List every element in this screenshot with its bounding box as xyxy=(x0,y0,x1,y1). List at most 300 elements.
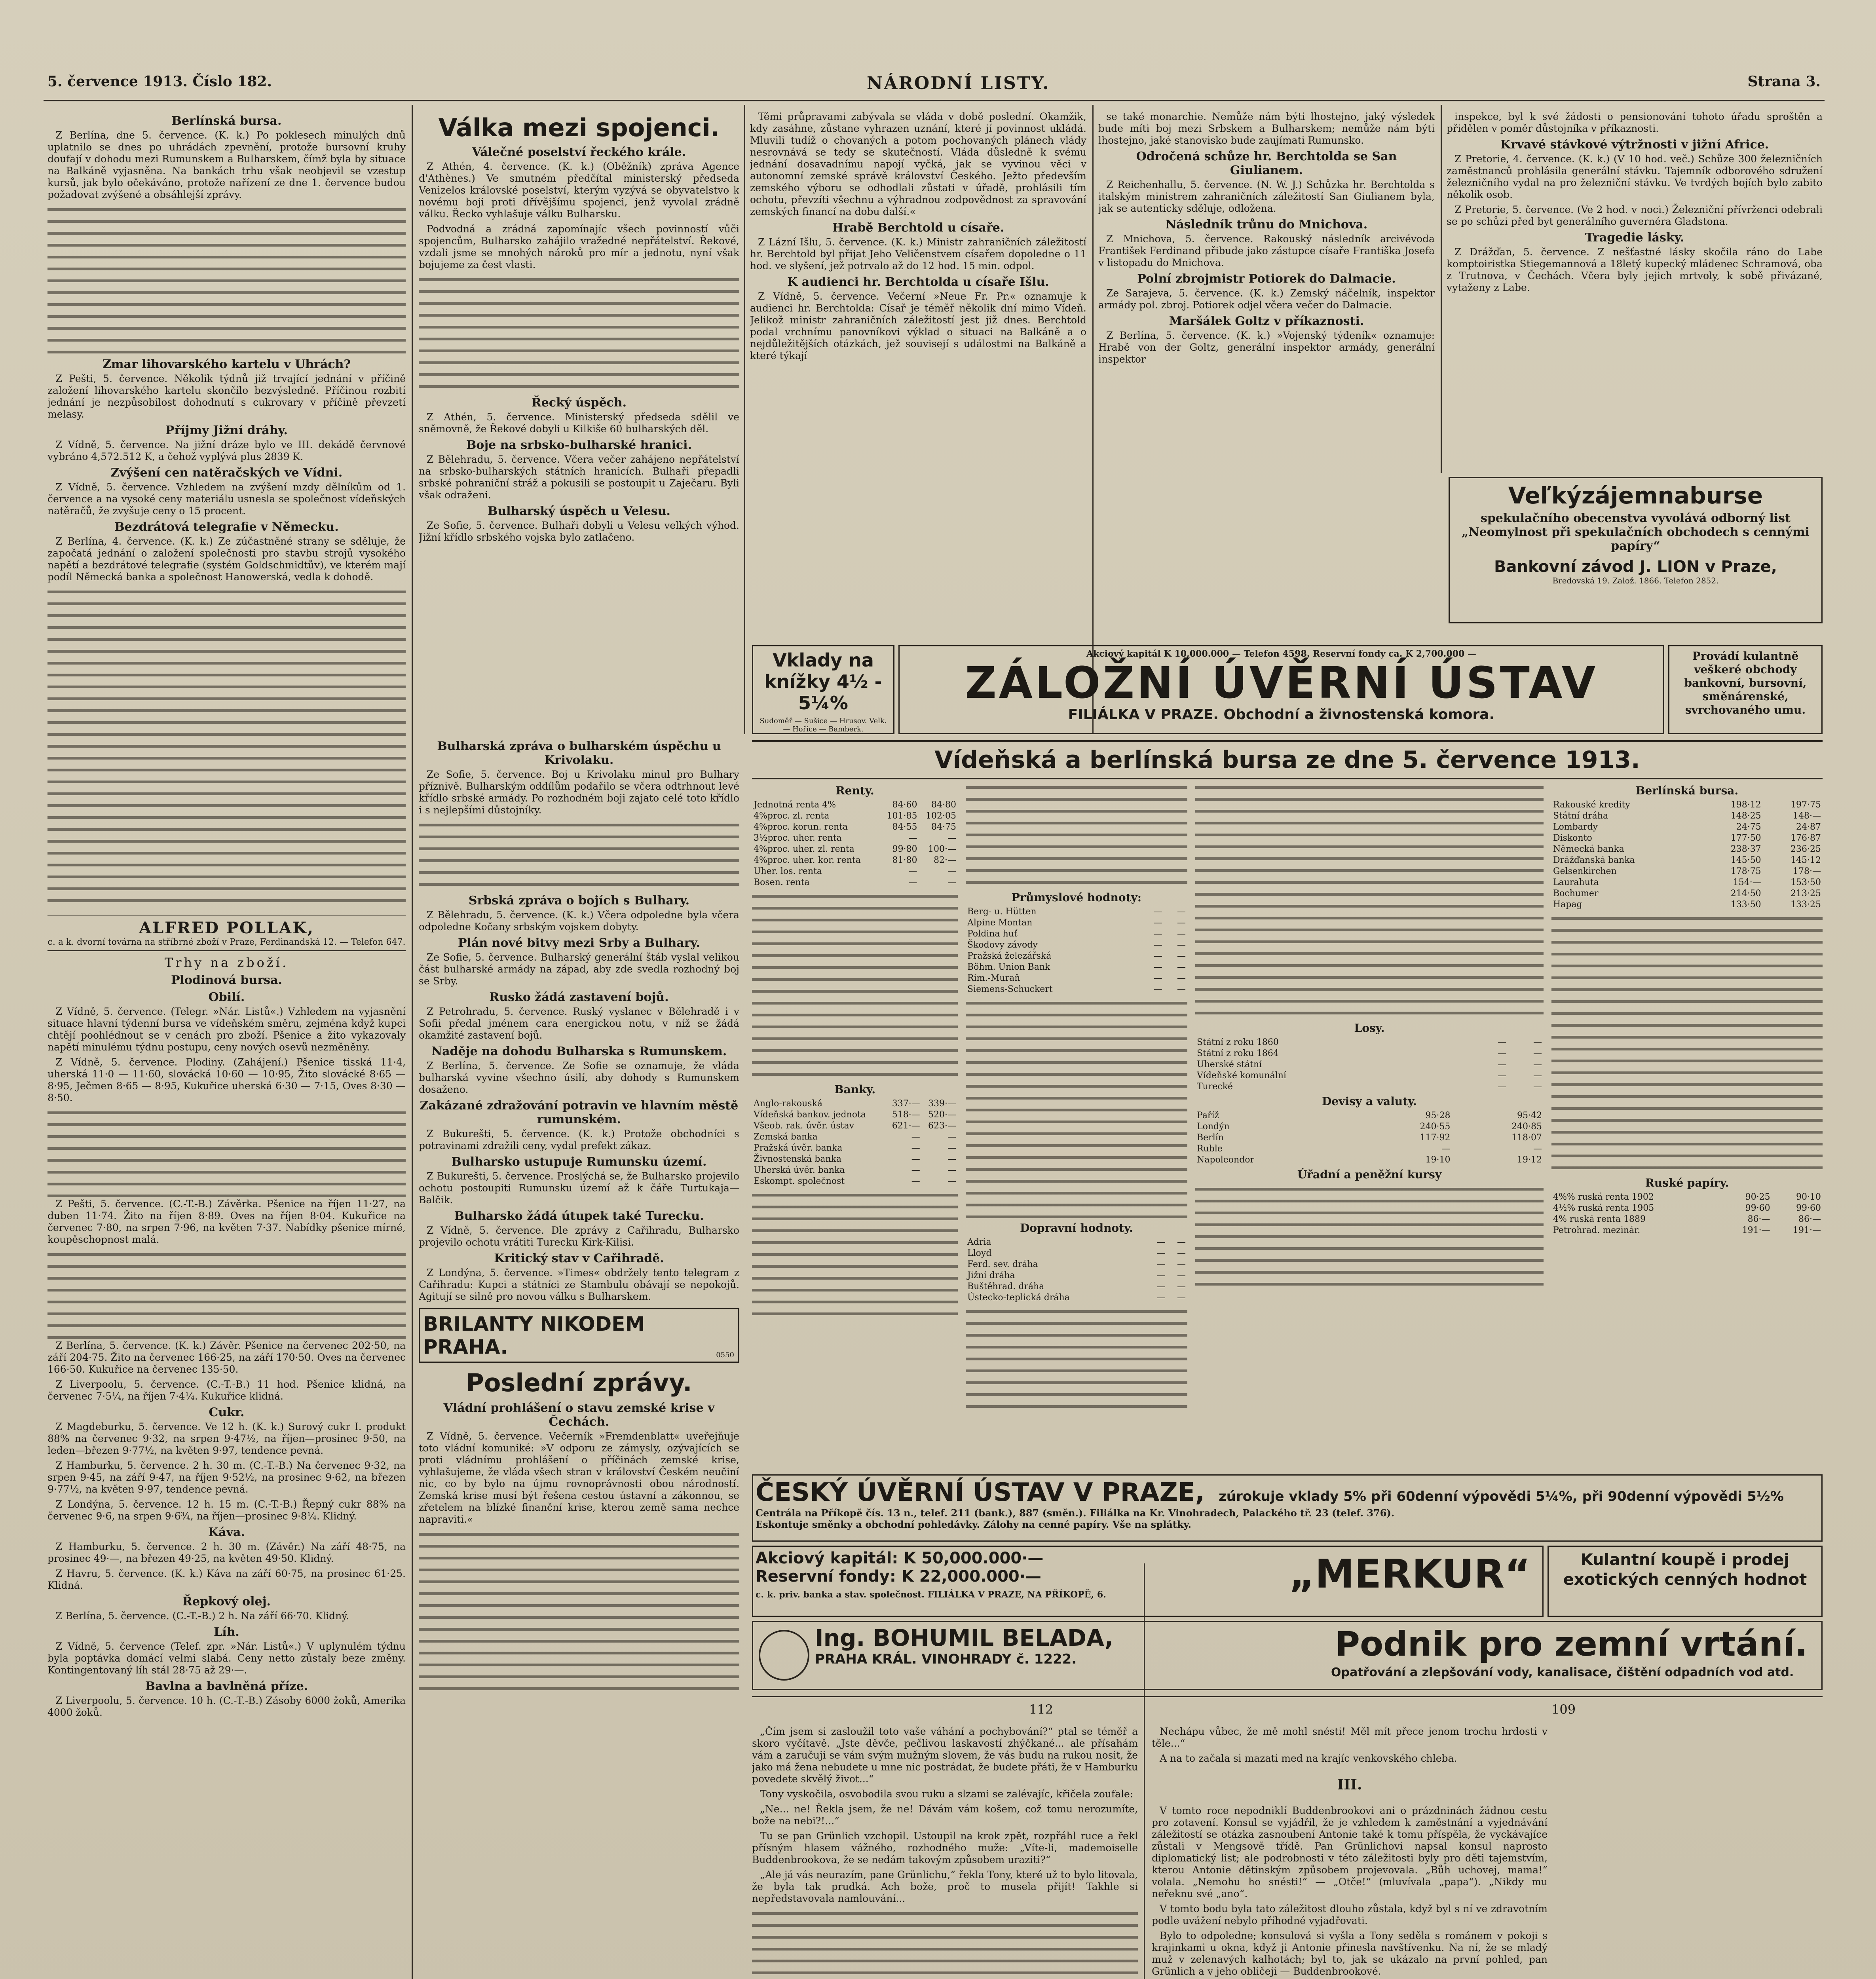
article-text: Z Magdeburku, 5. července. Ve 12 h. (K. k.) Surový cukr I. produkt 88% na červenec 9·32, na srpen 9·47½, na říjen—prosinec 9·50, na leden—březen 9·77½, na květen 9·97, tendence pevná. xyxy=(47,1421,406,1456)
article-text: Z Bělehradu, 5. července. Včera večer zahájeno nepřátelství na srbsko-bulharských státních hranicích. Bulhaři přepadli srbské pohraniční stráž a pokusili se postoupit u Zaječaru. Byli však odraženi. xyxy=(419,454,739,501)
ad-title: Podnik pro zemní vrtání. xyxy=(1335,1624,1808,1664)
quote-value: 82·— xyxy=(934,855,956,865)
heading: Zakázané zdražování potravin ve hlavním městě rumunském. xyxy=(420,1099,739,1126)
quote-value: — xyxy=(1153,962,1162,972)
quote-value: — xyxy=(1498,1048,1507,1058)
ad-number: 0550 xyxy=(716,1351,734,1359)
quote-value: — xyxy=(947,1154,956,1164)
quote-block xyxy=(1195,782,1544,1019)
quote-value: — xyxy=(908,877,917,887)
quote-row xyxy=(752,811,958,822)
text-block xyxy=(752,1908,1138,1979)
security-name: Gelsenkirchen xyxy=(1553,866,1617,876)
article-text: Podvodná a zrádná zapomínajíc všech povinností vůči spojencům, Bulharsko zahájilo vražedné nepřátelství. Řekové, vzdali jsme se mnohých nároků pro mír a jednotu, nyní však bojujeme za čest vlasti. xyxy=(419,223,739,270)
quote-value: 19·12 xyxy=(1517,1155,1542,1165)
quote-row xyxy=(1551,1192,1823,1203)
article-text: Z Drážďan, 5. července. Z nešťastné lásky skočila ráno do Labe komptoiristka Stiegemannová a 18letý kupecký mládenec Schramová, oba z Trutnova, v Čechách. Včera byly jejich mrtvoly, k sobě přivázané, vytaženy z Labe. xyxy=(1447,246,1823,293)
subheading: Řepkový olej. xyxy=(182,1595,271,1609)
quote-value: — xyxy=(947,1132,956,1142)
article-text: Z Pretorie, 5. července. (Ve 2 hod. v noci.) Železniční přívrženci odebrali se po schůzi před byt generálního guvernéra Gladstona. xyxy=(1447,204,1823,227)
ad-bank: Bankovní závod J. LION v Praze, xyxy=(1494,558,1777,576)
security-name: Turecké xyxy=(1197,1082,1233,1092)
security-name: Ústecko-teplická dráha xyxy=(967,1293,1070,1303)
quote-value: 84·60 xyxy=(892,800,917,810)
article-text: Z Petrohradu, 5. července. Ruský vyslanec v Bělehradě i v Sofii předal jménem cara energickou notu, v níž se žádá okamžité zastavení bojů. xyxy=(419,1006,739,1041)
quote-value: 145·12 xyxy=(1791,855,1821,865)
rule xyxy=(752,1696,1823,1697)
quote-value: — xyxy=(1498,1071,1507,1081)
ad-title: „MERKUR“ xyxy=(1289,1551,1530,1597)
security-name: Poldina huť xyxy=(967,929,1018,939)
quote-value: — xyxy=(1498,1037,1507,1047)
novel-col-left xyxy=(752,1726,1138,1979)
quote-value: 84·80 xyxy=(931,800,956,810)
article-text: Z Pretorie, 4. července. (K. k.) (V 10 hod. več.) Schůze 300 železničních zaměstnanců prohlásila generální stávku. Tajemník odborového sdružení železničního vydal na pro železniční stávku. Ve tvrdých bojích bylo zabito několik osob. xyxy=(1447,153,1823,200)
quote-row xyxy=(1551,833,1823,844)
quote-value: 176·87 xyxy=(1791,833,1821,843)
brilanty-ad xyxy=(419,1308,739,1363)
quote-row xyxy=(752,855,958,866)
ad-text: c. a k. dvorní továrna na stříbrné zboží v Praze, Ferdinandská 12. — Telefon 647. xyxy=(47,937,406,947)
quote-value: 518·— xyxy=(892,1110,920,1120)
quote-value: 191·— xyxy=(1793,1225,1821,1235)
article-text: Z Berlína, 4. července. (K. k.) Ze zúčastněné strany se sděluje, že započatá jednání o založení společnosti pro stavbu strojů vysokého napětí a bezdrátové telegrafie (systém Goldschmidtův), ve kterém mají podíl Německá banka a společnost Hanowerská, vedla k dohodě. xyxy=(47,536,406,583)
subheading: Bavlna a bavlněná příze. xyxy=(145,1679,308,1693)
column-rule xyxy=(1092,105,1094,734)
article-text: Ze Sofie, 5. července. Bulhaři dobyli u Velesu velkých výhod. Jižní křídlo srbského vojska bylo zatlačeno. xyxy=(419,520,739,543)
quote-value: 99·80 xyxy=(892,844,917,854)
ad-title: Vklady na knížky 4½ - 5¼% xyxy=(764,650,882,714)
quote-row xyxy=(966,984,1187,995)
column-rule xyxy=(744,105,745,734)
novel-text: Bylo to odpoledne; konsulová si vyšla a Tony seděla s románem v pokoji s krajinkami u okna, když ji Antonie přinesla navštívenku. Na ní, že se mladý muž v zelenavých kalhotách; byl to, jak se ukázalo na první pohled, pan Grünlich a v jeho obličeji — Buddenbrookové. xyxy=(1152,1930,1548,1977)
quote-row xyxy=(966,917,1187,929)
column-war-top xyxy=(419,111,739,732)
security-name: Londýn xyxy=(1197,1122,1230,1132)
security-name: Lloyd xyxy=(967,1248,992,1258)
subheading: Káva. xyxy=(208,1525,245,1539)
ad-text: Sudoměř — Sušice — Hrusov. Velk. — Hořice — Bamberk. xyxy=(760,717,887,733)
security-name: Rim.-Muraň xyxy=(967,973,1020,983)
quote-value: 100·— xyxy=(928,844,956,854)
section-heading: Berlínská bursa. xyxy=(1635,784,1739,797)
quote-value: 99·60 xyxy=(1796,1203,1821,1213)
novel-page-number: 112 xyxy=(1029,1702,1054,1717)
security-name: Bosen. renta xyxy=(754,877,810,887)
article-text: Z Vídně, 5. července. Na jižní dráze bylo ve III. dekádě červnové vybráno 4,572.512 K, a čehož vyplývá plus 2839 K. xyxy=(47,439,406,462)
quote-row xyxy=(1195,1059,1544,1070)
quote-row xyxy=(752,833,958,844)
heading: Rusko žádá zastavení bojů. xyxy=(489,990,669,1004)
security-name: Ruble xyxy=(1197,1144,1223,1154)
quote-row xyxy=(1195,1132,1544,1143)
security-name: Lombardy xyxy=(1553,822,1598,832)
article-text: Z Londýna, 5. července. »Times« obdržely tento telegram z Cařihradu: Kupci a státníci ze Stambulu obávají se nepokojů. Agitují se silně pro novou válku s Bulharskem. xyxy=(419,1267,739,1302)
security-name: Diskonto xyxy=(1553,833,1592,843)
section-heading: Ruské papíry. xyxy=(1645,1176,1729,1189)
quote-value: — xyxy=(1177,1293,1186,1303)
article-text: Z Havru, 5. července. (K. k.) Káva na září 60·75, na prosinec 61·25. Klidná. xyxy=(47,1568,406,1591)
security-name: Berlín xyxy=(1197,1133,1224,1143)
ad-name: Ing. BOHUMIL BELADA, xyxy=(815,1624,1114,1651)
quote-value: — xyxy=(1153,929,1162,939)
chapter-number: III. xyxy=(1337,1776,1362,1793)
security-name: Uherská úvěr. banka xyxy=(754,1165,845,1175)
quote-value: — xyxy=(1441,1144,1451,1154)
security-name: Alpine Montan xyxy=(967,918,1033,928)
security-name: Berg- u. Hütten xyxy=(967,907,1037,917)
quote-value: 84·55 xyxy=(892,822,917,832)
quote-row xyxy=(752,1109,958,1121)
article-text: Z Vídně, 5. července. Plodiny. (Zahájení.) Pšenice tisská 11·4, uherská 11·0 — 11·60, slovácká 10·60 — 10·95, Žito slovácké 8·65 — 8·95, Ječmen 8·65 — 8·95, Kukuřice uherská 6·30 — 7·15, Oves 8·30 — 8·50. xyxy=(47,1056,406,1103)
quote-row xyxy=(966,929,1187,940)
quote-row xyxy=(1195,1070,1544,1081)
heading: Plán nové bitvy mezi Srby a Bulhary. xyxy=(458,936,700,950)
ad-reserve: Reservní fondy: K 22,000.000·— xyxy=(756,1567,1041,1586)
quote-value: 178·— xyxy=(1793,866,1821,876)
quote-value: — xyxy=(1533,1060,1542,1069)
security-name: Pražská úvěr. banka xyxy=(754,1143,843,1153)
ad-meta: Akciový kapitál K 10,000.000 — Telefon 4598. Reservní fondy ca. K 2,700.000 — xyxy=(1086,649,1476,659)
quote-row xyxy=(752,1132,958,1143)
section-heading: Úřadní a peněžní kursy xyxy=(1297,1168,1442,1181)
article-text: Těmi průpravami zabývala se vláda v době poslední. Okamžik, kdy zasáhne, zůstane vyhrazen uznání, které jí povinnost ukládá. Mluvili tudíž o chovaných a potom pochovaných plánech vlády nesrovnává se tedy se skutečností. Vláda důsledně k svému jednání dosavadnímu napojí vyčká, jak se vyvinou věci v autonomní zemské správě království Českého. Ježto především zemského výboru se odhodlali zůstati v úřadě, prohlásili tím ochotu, převzíti všechnu a výhradnou zodpovědnost za spravování zemských financí na dobu další.« xyxy=(750,111,1086,217)
security-name: 4%proc. zl. renta xyxy=(754,811,830,821)
article-text: Z Liverpoolu, 5. července. (C.-T.-B.) 11 hod. Pšenice klidná, na červenec 7·5¼, na říjen 7·4¼. Kukuřice klidná. xyxy=(47,1379,406,1402)
ad-title: ČESKÝ ÚVĚRNÍ ÚSTAV V PRAZE, xyxy=(756,1478,1205,1507)
column-foreign xyxy=(1447,111,1823,475)
masthead: NÁRODNÍ LISTY. xyxy=(867,73,1050,93)
lottery-table xyxy=(1195,1037,1544,1092)
quote-value: — xyxy=(1153,951,1162,961)
rule xyxy=(752,740,1823,742)
article-text: Z Vídně, 5. července. Večerní »Neue Fr. Pr.« oznamuje k audienci hr. Berchtolda: Císař je téměř několik dní mimo Vídeň. Jelikož ministr zahraničních záležitostí jest již dnes. Berchtold podal vrchnímu panovníkovi výklad o situaci na Balkáně a o nejdůležitějších otázkách, jež souvisejí s událostmi na Balkáně a které týkají xyxy=(750,291,1086,361)
quote-value: 118·07 xyxy=(1511,1133,1542,1143)
article-text: Z Bělehradu, 5. července. (K. k.) Včera odpoledne byla včera odpoledne Kočany srbským vojskem dobyty. xyxy=(419,909,739,933)
novel-text: „Čím jsem si zasloužil toto vaše váhání a pochybování?“ ptal se téměř a skoro vyčítavě. „Jste děvče, pečlivou laskavostí zhýčkané... ale přísahám vám a zaručuji se vám svým mužným slovem, že vás budu na rukou nosit, že jako má žena nebudete u mne nic postrádat, že budete přáti, že v Hamburku povedete skvělý život...“ xyxy=(752,1726,1138,1785)
quote-value: — xyxy=(1177,1282,1186,1291)
quote-row xyxy=(966,1259,1187,1270)
security-name: Státní z roku 1864 xyxy=(1197,1048,1279,1058)
quote-value: — xyxy=(947,1176,956,1186)
quote-row xyxy=(1551,877,1823,888)
security-name: Laurahuta xyxy=(1553,877,1599,887)
quote-row xyxy=(752,866,958,877)
section-heading: Devisy a valuty. xyxy=(1322,1095,1417,1108)
quote-value: 84·75 xyxy=(931,822,956,832)
quote-value: — xyxy=(1177,962,1186,972)
article-text: Z Berlína, dne 5. července. (K. k.) Po poklesech minulých dnů uplatnilo se dnes po uhrádách zpevnění, protože bursovní kruhy doufají v dohodu mezi Rumunskem a Bulharskem, čímž byla by situace na Balkáně vyjasněna. Na bankách trhu však neobjevil se vzestup kursů, jak bylo očekáváno, protože nařízení ze dne 1. července budou požadovat zvýšené a obsáhlejší zprávy. xyxy=(47,129,406,200)
column-markets xyxy=(47,111,406,1979)
quote-value: 19·10 xyxy=(1425,1155,1451,1165)
quote-value: 178·75 xyxy=(1730,866,1761,876)
ad-text: c. k. priv. banka a stav. společnost. FILIÁLKA V PRAZE, NA PŘÍKOPĚ, 6. xyxy=(756,1590,1106,1600)
page-number: Strana 3. xyxy=(1747,73,1821,90)
text-block xyxy=(419,274,739,393)
quote-value: 623·— xyxy=(928,1121,956,1131)
article-text: Z Mnichova, 5. července. Rakouský následník arcivévoda František Ferdinand přibude jako zástupce císaře Františka Josefa v listopadu do Mnichova. xyxy=(1098,233,1435,268)
quote-value: — xyxy=(1156,1237,1166,1247)
heading: Srbská zpráva o bojích s Bulhary. xyxy=(468,894,690,908)
exotic-securities-ad xyxy=(1548,1546,1823,1617)
column-news xyxy=(1098,111,1435,728)
quote-value: 240·55 xyxy=(1420,1122,1451,1132)
heading: Bulharsko žádá útupek také Turecku. xyxy=(454,1209,704,1223)
russian-table xyxy=(1551,1192,1823,1236)
quote-row xyxy=(1195,1110,1544,1121)
heading: Berlínská bursa. xyxy=(171,114,282,128)
quote-value: — xyxy=(947,1165,956,1175)
quote-value: — xyxy=(1177,940,1186,950)
security-name: Uher. los. renta xyxy=(754,866,822,876)
ad-text: Eskontuje směnky a obchodní pohledávky. Zálohy na cenné papíry. Vše na splátky. xyxy=(756,1519,1192,1530)
article-text: Ze Sarajeva, 5. července. (K. k.) Zemský náčelník, inspektor armády pol. zbroj. Potiorek odjel včera večer do Dalmacie. xyxy=(1098,287,1435,311)
security-name: Adria xyxy=(967,1237,991,1247)
article-text: Z Bukurešti, 5. července. Proslýchá se, že Bulharsko projevilo ochotu postoupiti Rumunsku území až k čáře Turtukaja—Balčik. xyxy=(419,1170,739,1206)
heading: Krvavé stávkové výtržnosti v jižní Africe. xyxy=(1500,138,1769,152)
quote-value: 337·— xyxy=(892,1099,920,1109)
quote-value: — xyxy=(1533,1048,1542,1058)
heading: Polní zbrojmistr Potiorek do Dalmacie. xyxy=(1137,272,1396,286)
quote-block xyxy=(1195,1183,1544,1294)
ad-text: FILIÁLKA V PRAZE. Obchodní a živnostenská komora. xyxy=(1068,707,1495,723)
security-name: Siemens-Schuckert xyxy=(967,984,1053,994)
article-text: Z Athén, 5. července. Ministerský předseda sdělil ve sněmovně, že Řekové dobyli u Kilkiše 60 bulharských děl. xyxy=(419,411,739,435)
quote-value: 133·50 xyxy=(1730,900,1761,910)
section-heading: Dopravní hodnoty. xyxy=(1020,1221,1133,1235)
quote-row xyxy=(1551,1203,1823,1214)
novel-text: „Ale já vás neurazím, pane Grünlichu,“ řekla Tony, které už to bylo litovala, že byla tak prudká. Ach bože, proč to musela přijít! Takhle si nepředstavovala namlouvání... xyxy=(752,1869,1138,1904)
lion-ad xyxy=(1449,477,1823,623)
quote-row xyxy=(1195,1048,1544,1059)
quote-value: — xyxy=(1156,1293,1166,1303)
quote-row xyxy=(966,1270,1187,1281)
text-block xyxy=(47,1249,406,1340)
heading: Boje na srbsko-bulharské hranici. xyxy=(466,438,692,452)
quote-value: 177·50 xyxy=(1730,833,1761,843)
cesky-uverni-ad xyxy=(752,1474,1823,1542)
article-text: Z Athén, 4. července. (K. k.) (Oběžník) zpráva Agence d'Athènes.) Ve smutném předčítal ministerský předseda Venizelos královské poselství, kterým vyzývá se obyvatelstvo k novému boji proti dřívějšímu spojenci, jenž vyvolal zrádně válku. Řecko vyhlašuje válku Bulharsku. xyxy=(419,161,739,220)
article-text: inspekce, byl k své žádosti o pensionování tohoto úřadu sproštěn a přidělen v poměr důstojníka v příkaznosti. xyxy=(1447,111,1823,134)
ad-text: Kulantní koupě i prodej exotických cenných hodnot xyxy=(1563,1551,1807,1589)
quote-row xyxy=(1551,822,1823,833)
quote-row xyxy=(966,1292,1187,1303)
quote-value: — xyxy=(947,866,956,876)
heading: K audienci hr. Berchtolda u císaře Išlu. xyxy=(787,275,1049,289)
ad-title: ZÁLOŽNÍ ÚVĚRNÍ ÚSTAV xyxy=(965,657,1598,708)
heading: Plodinová bursa. xyxy=(171,973,282,987)
novel-col-right xyxy=(1152,1726,1823,1979)
security-name: Německá banka xyxy=(1553,844,1624,854)
heading: Odročená schůze hr. Berchtolda se San Giulianem. xyxy=(1136,150,1397,177)
ad-title: ALFRED POLLAK, xyxy=(139,919,314,937)
novel-text: V tomto roce nepodniklí Buddenbrookovi ani o prázdninách žádnou cestu pro zotavení. Konsul se vyjádřil, že je vzhledem k zaměstnání a vyjednávání záležitostí se otázka zasnoubení Antonie také k tomu příspěla, že vyckávajíce zůstali v Mengsově třídě. Pan Grünlichovi napsal konsul naprosto diplomatický list; ale podrobnosti v této záležitosti byly pro děti tajemstvím, kterou Antonie dětinským způsobem projevovala. „Bůh uchovej, mama!“ volala. „Nemohu ho snésti!“ — „Otče!“ (mluvívala „papa“). „Nikdy mu neřeknu své „ano“. xyxy=(1152,1805,1548,1899)
quote-value: — xyxy=(911,1132,920,1142)
quote-value: 90·25 xyxy=(1745,1192,1770,1202)
industry-table xyxy=(966,906,1187,995)
quote-value: — xyxy=(1177,951,1186,961)
quote-row xyxy=(1551,844,1823,855)
security-name: Zemská banka xyxy=(754,1132,818,1142)
quote-block xyxy=(752,1189,958,1316)
subheading: Obilí. xyxy=(208,990,245,1004)
quote-value: — xyxy=(911,1176,920,1186)
quote-row xyxy=(752,1154,958,1165)
belada-ad xyxy=(752,1621,1823,1690)
quote-row xyxy=(1195,1121,1544,1132)
section-heading: Průmyslové hodnoty: xyxy=(1011,891,1142,904)
quote-value: 148·— xyxy=(1793,811,1821,821)
article-text: Z Pešti, 5. července. Několik týdnů již trvající jednání v příčině založení lihovarského kartelu skončilo bezvýsledně. Příčinou rozbití jednání je nezpůsobilost dohodnutí s cukrovary v příčině převzetí melasy. xyxy=(47,373,406,420)
column-rule xyxy=(1441,105,1442,473)
article-text: Ze Sofie, 5. července. Bulharský generální štáb vyslal velikou část bulharské armády na západ, aby zde svedla rozhodný boj se Srby. xyxy=(419,952,739,987)
quote-value: 339·— xyxy=(928,1099,956,1109)
quote-row xyxy=(966,1237,1187,1248)
quote-row xyxy=(966,1281,1187,1292)
rent-table xyxy=(752,800,958,888)
quote-row xyxy=(1551,800,1823,811)
quote-value: — xyxy=(1153,918,1162,928)
quote-value: 621·— xyxy=(892,1121,920,1131)
quote-value: — xyxy=(911,1165,920,1175)
quote-value: — xyxy=(1177,984,1186,994)
quote-row xyxy=(752,844,958,855)
security-name: Živnostenská banka xyxy=(754,1154,842,1164)
quote-value: — xyxy=(1533,1082,1542,1092)
ad-text: Provádí kulantně veškeré obchody bankovní, bursovní, směnárenské, svrchovaného umu. xyxy=(1684,650,1807,716)
security-name: Jižní dráha xyxy=(967,1271,1015,1280)
quote-value: 153·50 xyxy=(1791,877,1821,887)
security-name: Ferd. sev. dráha xyxy=(967,1259,1038,1269)
text-block xyxy=(47,204,406,354)
article-text: Z Vídně, 5. července. (Telegr. »Nár. Listů«.) Vzhledem na vyjasnění situace hlavní týdenní bursa ve vídeňském směru, zejména když kupci chtějí poohlédnout se v cenách pro zboží. Pšenice a žito vykazovaly napětí minulému týdnu postupu, ceny nových osevů nezměněny. xyxy=(47,1006,406,1053)
war-title: Válka mezi spojenci. xyxy=(438,113,720,142)
article-text: Z Vídně, 5. července. Dle zprávy z Cařihradu, Bulharsko projevilo ochotu vrátiti Turecku Kirk-Kilisi. xyxy=(419,1225,739,1248)
novel-text: „Ne... ne! Řekla jsem, že ne! Dávám vám košem, což tomu nerozumíte, bože na nebi?!...“ xyxy=(752,1803,1138,1827)
security-name: Buštěhrad. dráha xyxy=(967,1282,1044,1291)
text-block xyxy=(419,1529,739,1695)
quote-value: — xyxy=(1156,1259,1166,1269)
quote-row xyxy=(752,1121,958,1132)
text-block xyxy=(47,586,406,911)
quote-value: 24·75 xyxy=(1736,822,1761,832)
article-text: Z Vídně, 5. července. Večerník »Fremdenblatt« uveřejňuje toto vládní komuniké: »V odporu ze zámysly, ozývajících se proti vládnímu prohlášení o příčinách zemské krise, vyhlašujeme, že vláda všech stran v království Českém neučiní nic, co by bylo na újmu rovnoprávnosti obou národností. Zemská krise musí být řešena cestou ústavní a zákonnou, se zřetelem na blízké finanční krise, kterou země sama nechce napraviti.« xyxy=(419,1430,739,1525)
currency-table xyxy=(1195,1110,1544,1166)
heading: Tragedie lásky. xyxy=(1585,231,1684,245)
heading: Bezdrátová telegrafie v Německu. xyxy=(114,520,339,534)
article-text: Ze Sofie, 5. července. Boj u Krivolaku minul pro Bulhary příznivě. Bulharským oddílům podařilo se včera odtrhnout levé křídlo srbské armády. Po rozhodném boji zajato celé toto křídlo i s nejlepšími důstojníky. xyxy=(419,769,739,816)
subheading: Líh. xyxy=(214,1625,239,1639)
section-heading: Losy. xyxy=(1354,1022,1385,1035)
quote-value: — xyxy=(1533,1144,1542,1154)
security-name: Böhm. Union Bank xyxy=(967,962,1050,972)
stocks-col-2 xyxy=(966,782,1187,1470)
heading: Maršálek Goltz v příkaznosti. xyxy=(1169,314,1364,328)
pollak-ad xyxy=(47,915,406,951)
column-rule xyxy=(412,105,413,1979)
quote-value: — xyxy=(1177,973,1186,983)
security-name: Anglo-rakouská xyxy=(754,1099,822,1109)
article-text: Z Vídně, 5. července. Vzhledem na zvýšení mzdy dělníkům od 1. července a na vysoké ceny materiálu usnesla se společnost vídeňských natěračů, že zvyšuje ceny o 15 procent. xyxy=(47,481,406,517)
quote-row xyxy=(1195,1155,1544,1166)
quote-value: — xyxy=(1153,907,1162,917)
stocks-col-4 xyxy=(1551,782,1823,1470)
quote-value: — xyxy=(1177,1271,1186,1280)
quote-value: 81·80 xyxy=(892,855,917,865)
novel-page-number: 109 xyxy=(1551,1702,1576,1717)
security-name: Vídeňské komunální xyxy=(1197,1071,1286,1081)
article-text: Z Liverpoolu, 5. července. 10 h. (C.-T.-B.) Zásoby 6000 žoků, Amerika 4000 žoků. xyxy=(47,1695,406,1718)
quote-value: 148·25 xyxy=(1730,811,1761,821)
ad-rates: zúrokuje vklady 5% při 60denní výpovědi 5¼%, při 90denní výpovědi 5½% xyxy=(1218,1489,1784,1504)
heading: Bulharsko ustupuje Rumunsku území. xyxy=(451,1155,707,1169)
quote-row xyxy=(1551,899,1823,910)
article-text: Z Pešti, 5. července. (C.-T.-B.) Závěrka. Pšenice na říjen 11·27, na duben 11·74. Žito na říjen 8·89. Oves na říjen 8·04. Kukuřice na červenec 7·80, na srpen 7·96, na květen 7·37. Nabídky pšenice mírné, koupěschopnost malá. xyxy=(47,1198,406,1245)
quote-value: 520·— xyxy=(928,1110,956,1120)
quote-row xyxy=(1551,1214,1823,1225)
ad-text: spekulačního obecenstva vyvolává odborný list „Neomylnost při spekulačních obchodech s cennými papíry“ xyxy=(1462,511,1810,553)
deposit-rates-ad xyxy=(752,645,894,734)
quote-value: — xyxy=(1177,907,1186,917)
rule xyxy=(752,778,1823,779)
security-name: 4% ruská renta 1889 xyxy=(1553,1214,1646,1224)
article-text: Z Berlína, 5. července. (K. k.) Závěr. Pšenice na červenec 202·50, na září 204·75. Žito na červenec 166·25, na září 170·50. Oves na červenec 166·50. Kukuřice na červenec 135·50. xyxy=(47,1340,406,1375)
quote-value: 238·37 xyxy=(1730,844,1761,854)
security-name: Státní dráha xyxy=(1553,811,1608,821)
bursa-title: Vídeňská a berlínská bursa ze dne 5. července 1913. xyxy=(934,746,1640,774)
heading: Následník trůnu do Mnichova. xyxy=(1165,218,1368,232)
latest-news-title: Poslední zprávy. xyxy=(466,1368,692,1397)
quote-value: — xyxy=(1177,1248,1186,1258)
quote-row xyxy=(966,951,1187,962)
quote-row xyxy=(1551,1225,1823,1236)
quote-block xyxy=(966,1306,1187,1409)
stocks-col-1 xyxy=(752,782,958,1470)
quote-value: — xyxy=(1177,1259,1186,1269)
security-name: Napoleondor xyxy=(1197,1155,1255,1165)
article-text: Z Vídně, 5. července (Telef. zpr. »Nár. Listů«.) V uplynulém týdnu byla poptávka domácí velmi slabá. Ceny netto zůstaly beze změny. Kontingentovaný líh stál 28·75 až 29·—. xyxy=(47,1641,406,1676)
header-rule xyxy=(44,100,1825,101)
quote-value: 154·— xyxy=(1733,877,1761,887)
security-name: Rakouské kredity xyxy=(1553,800,1630,810)
quote-row xyxy=(1551,855,1823,866)
section-heading: Renty. xyxy=(835,784,874,797)
section-heading: Trhy na zboží. xyxy=(164,955,289,970)
text-block xyxy=(47,1107,406,1198)
column-politics xyxy=(750,111,1086,728)
quote-value: 117·92 xyxy=(1420,1133,1451,1143)
quote-block xyxy=(966,997,1187,1219)
quote-value: 99·60 xyxy=(1745,1203,1770,1213)
quote-block xyxy=(752,891,958,1081)
heading: Kritický stav v Cařihradě. xyxy=(494,1252,664,1265)
article-text: Z Hamburku, 5. července. 2 h. 30 m. (C.-T.-B.) Na červenec 9·32, na srpen 9·45, na září 9·47, na říjen 9·52½, na prosinec 9·62, na březen 9·77½, na květen 9·97, tendence pevná. xyxy=(47,1460,406,1495)
quote-value: — xyxy=(911,1143,920,1153)
quote-value: — xyxy=(947,1143,956,1153)
quote-value: 90·10 xyxy=(1796,1192,1821,1202)
article-text: Z Bukurešti, 5. července. (K. k.) Protože obchodníci s potravinami zdražili ceny, vydal prefekt zákaz. xyxy=(419,1128,739,1151)
heading: Zvýšení cen natěračských ve Vídni. xyxy=(110,466,343,480)
heading: Příjmy Jižní dráhy. xyxy=(165,424,288,437)
quote-block xyxy=(1551,913,1823,1174)
quote-row xyxy=(966,1248,1187,1259)
section-heading: Banky. xyxy=(834,1083,876,1096)
quote-row xyxy=(1551,811,1823,822)
quote-value: — xyxy=(1533,1037,1542,1047)
security-name: 4%% ruská renta 1902 xyxy=(1553,1192,1654,1202)
novel-text: Nechápu vůbec, že mě mohl snésti! Měl mít přece jenom trochu hrdosti v těle...“ xyxy=(1152,1726,1548,1749)
quote-value: — xyxy=(1156,1271,1166,1280)
